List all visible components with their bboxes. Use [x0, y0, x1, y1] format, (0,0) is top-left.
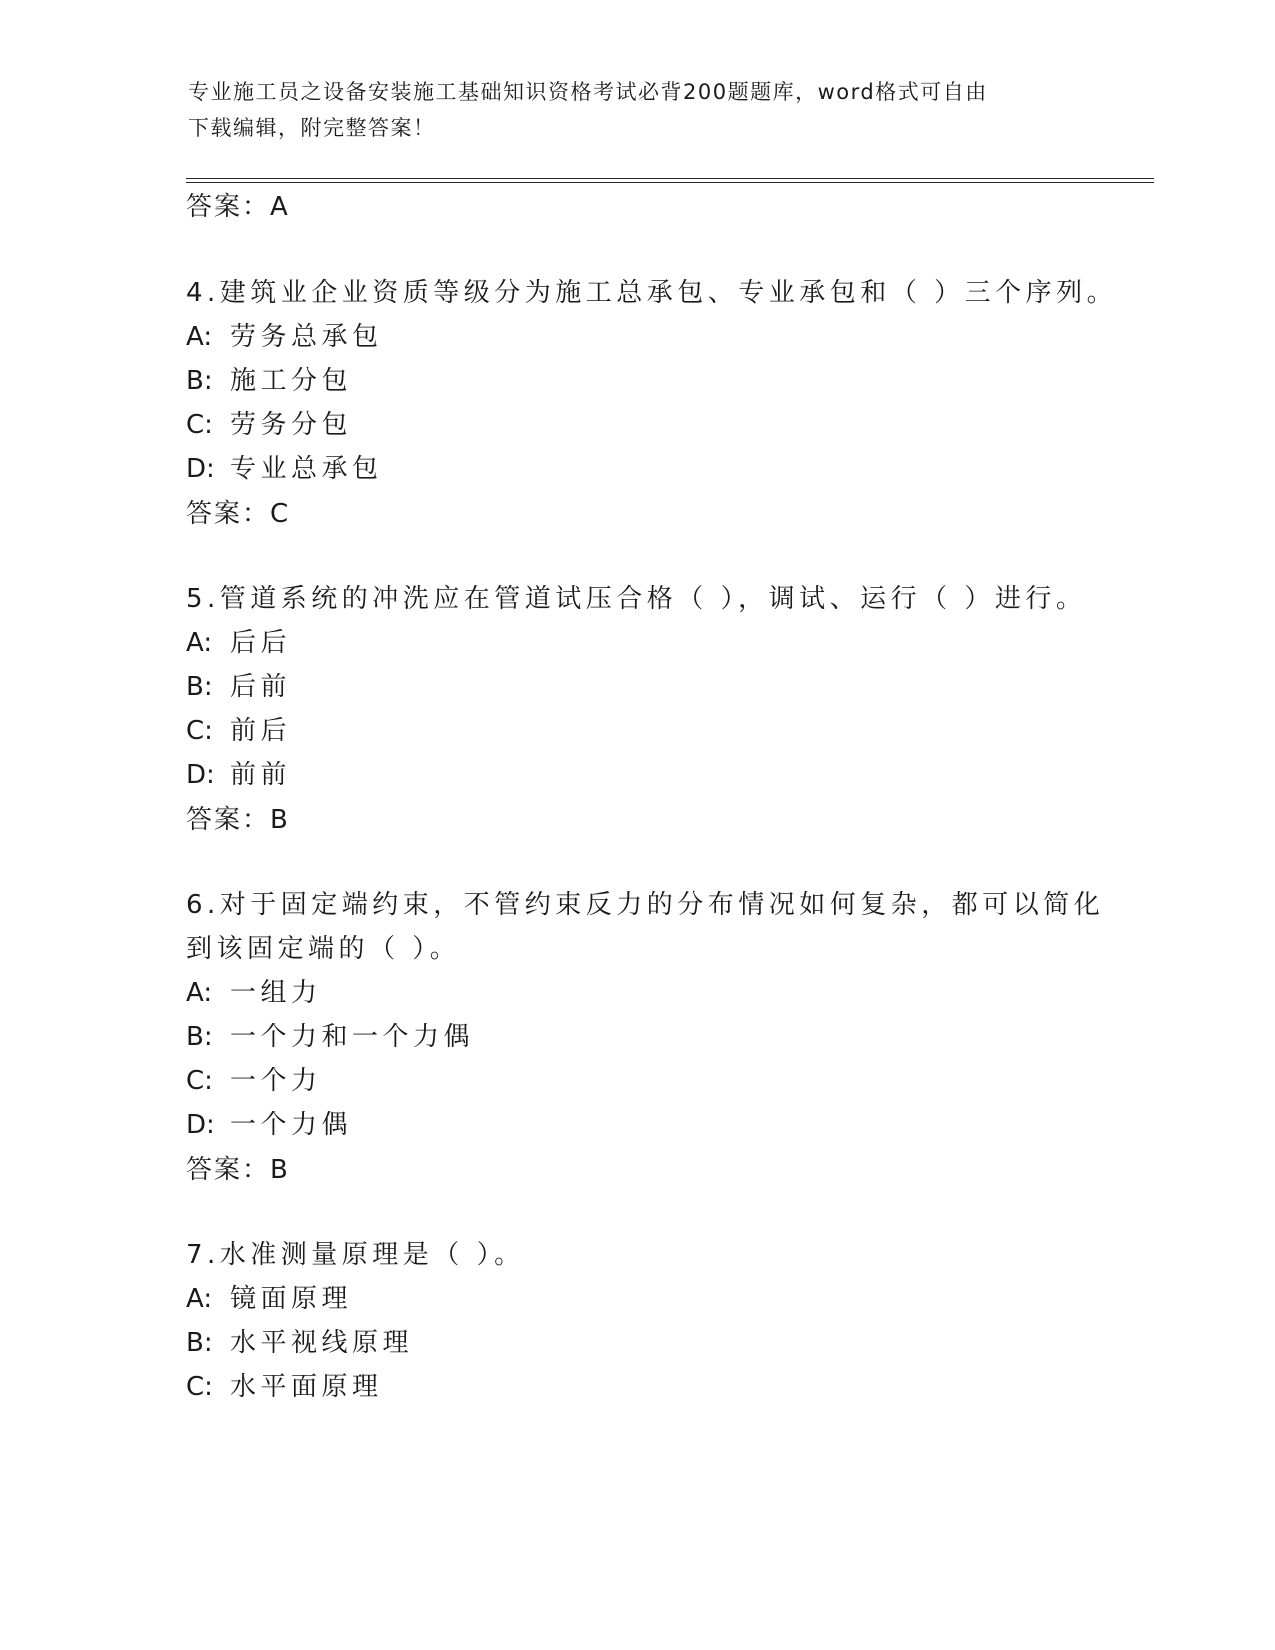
option-text: 专业总承包	[230, 454, 383, 484]
question-5-option-c	[186, 714, 291, 748]
option-text: 劳务总承包	[230, 322, 383, 352]
document-header	[188, 74, 1088, 146]
question-5-option-b	[186, 670, 291, 704]
answer-value: B	[270, 805, 289, 835]
option-text: 镜面原理	[230, 1284, 353, 1314]
header-divider-top	[186, 178, 1154, 179]
question-5-option-a	[186, 626, 291, 660]
question-6-text-line-1: 6.对于固定端约束，不管约束反力的分布情况如何复杂，都可以简化	[186, 890, 1105, 920]
option-key: A:	[186, 322, 213, 352]
question-6-option-b	[186, 1020, 474, 1054]
option-key: C:	[186, 1372, 213, 1402]
answer-value: A	[270, 192, 289, 222]
option-text: 前后	[230, 716, 292, 746]
question-7-text: 7.水准测量原理是（ ）。	[186, 1240, 525, 1270]
question-5-text: 5.管道系统的冲洗应在管道试压合格（ ），调试、运行（ ）进行。	[186, 584, 1087, 614]
option-text: 水平视线原理	[230, 1328, 414, 1358]
question-6-text-line-2: 到该固定端的（ ）。	[186, 934, 461, 964]
question-4-option-a	[186, 320, 383, 354]
header-line-2: 下载编辑，附完整答案！	[188, 116, 436, 140]
option-key: A:	[186, 1284, 213, 1314]
question-4-text: 4.建筑业企业资质等级分为施工总承包、专业承包和（ ）三个序列。	[186, 278, 1118, 308]
option-key: B:	[186, 366, 213, 396]
option-text: 一个力和一个力偶	[230, 1022, 475, 1052]
question-4-option-c	[186, 408, 352, 442]
option-key: A:	[186, 628, 213, 658]
header-divider-bottom	[186, 182, 1154, 183]
question-6-answer	[186, 1153, 289, 1187]
option-key: C:	[186, 716, 213, 746]
option-text: 后后	[230, 628, 292, 658]
answer-label: 答案：	[186, 192, 271, 222]
question-5-answer	[186, 803, 289, 837]
option-key: B:	[186, 1022, 213, 1052]
answer-value: C	[270, 499, 290, 529]
option-key: A:	[186, 978, 213, 1008]
answer-label: 答案：	[186, 499, 271, 529]
option-key: C:	[186, 1066, 213, 1096]
option-key: D:	[186, 454, 215, 484]
question-6-option-c	[186, 1064, 322, 1098]
option-text: 一组力	[230, 978, 322, 1008]
question-6-option-d	[186, 1108, 352, 1142]
option-key: B:	[186, 1328, 213, 1358]
option-key: C:	[186, 410, 213, 440]
question-4-option-d	[186, 452, 383, 486]
option-key: D:	[186, 760, 215, 790]
answer-line-prev	[186, 190, 289, 224]
question-6-option-a	[186, 976, 322, 1010]
option-key: B:	[186, 672, 213, 702]
option-text: 前前	[230, 760, 292, 790]
answer-label: 答案：	[186, 805, 271, 835]
option-key: D:	[186, 1110, 215, 1140]
answer-label: 答案：	[186, 1155, 271, 1185]
option-text: 施工分包	[230, 366, 353, 396]
option-text: 一个力偶	[230, 1110, 353, 1140]
option-text: 水平面原理	[230, 1372, 383, 1402]
option-text: 劳务分包	[230, 410, 353, 440]
question-4-option-b	[186, 364, 352, 398]
question-7-option-a	[186, 1282, 352, 1316]
option-text: 一个力	[230, 1066, 322, 1096]
option-text: 后前	[230, 672, 292, 702]
question-7-option-c	[186, 1370, 383, 1404]
question-7-option-b	[186, 1326, 413, 1360]
header-line-1: 专业施工员之设备安装施工基础知识资格考试必背200题题库，word格式可自由	[188, 80, 988, 104]
question-4-answer	[186, 497, 289, 531]
answer-value: B	[270, 1155, 289, 1185]
question-5-option-d	[186, 758, 291, 792]
